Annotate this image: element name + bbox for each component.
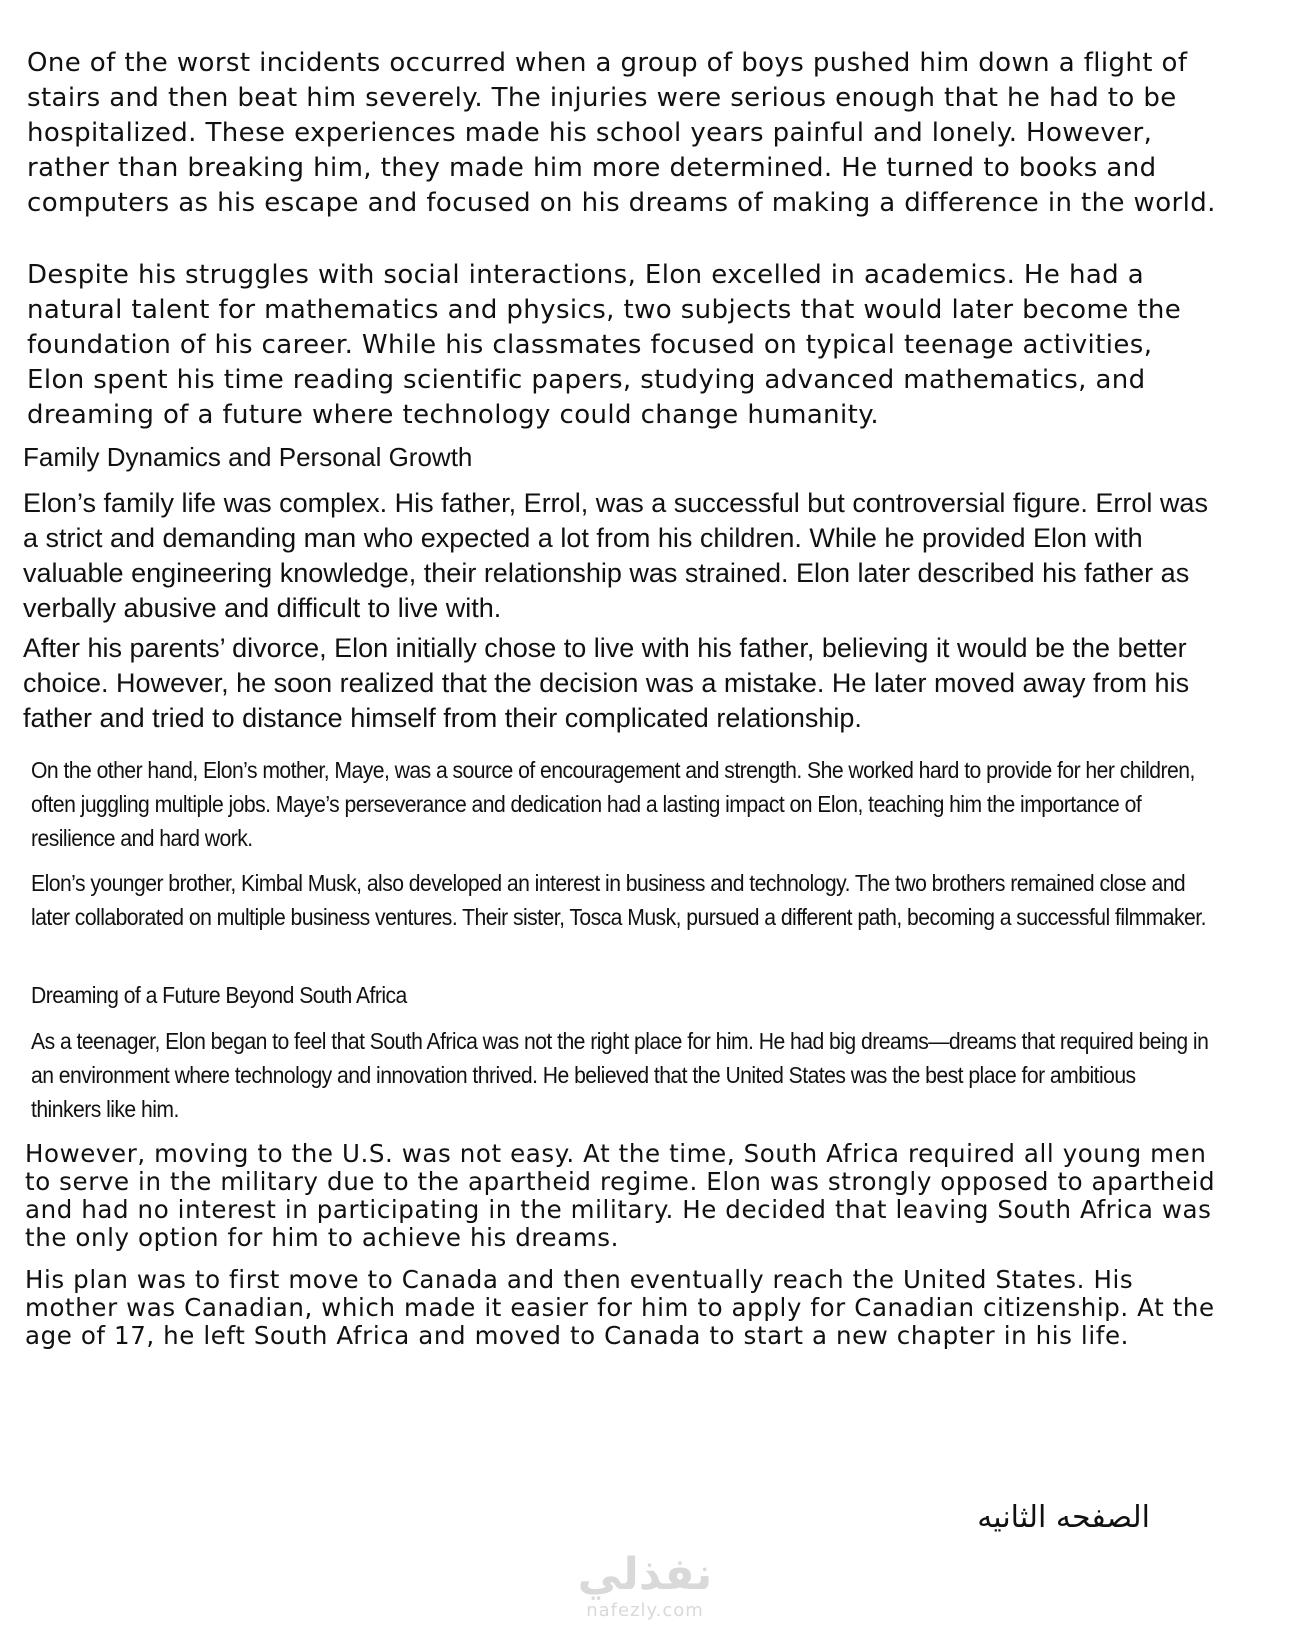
heading-family-dynamics: Family Dynamics and Personal Growth xyxy=(23,442,473,472)
watermark-url: nafezly.com xyxy=(586,1600,704,1621)
paragraph-academics: Despite his struggles with social interactions, Elon excelled in academics. He had a natural talent for mathematics and physics, two subjects that would later become the foundation of his career. While his classmates focused on typical teenage activities, Elon spent his time reading scientific papers, studying advanced mathematics, and dreaming of a future where technology could change humanity. xyxy=(27,260,1182,430)
watermark-arabic-logo: نفذلي xyxy=(577,1549,713,1600)
paragraph-teenager-dreams: As a teenager, Elon began to feel that South Africa was not the right place for him. He had big dreams—dreams that required being in an environment where technology and innovation thrived. He believed that the United States was the best place for ambitious thinkers like him. xyxy=(31,1028,1209,1122)
paragraph-move-to-canada: His plan was to first move to Canada and then eventually reach the United States. His mother was Canadian, which made it easier for him to apply for Canadian citizenship. At the age of 17, he left South Africa and moved to Canada to start a new chapter in his life. xyxy=(25,1265,1215,1350)
paragraph-military-apartheid: However, moving to the U.S. was not easy. At the time, South Africa required all young men to serve in the military due to the apartheid regime. Elon was strongly opposed to apartheid and had no interest in participating in the military. He decided that leaving South Africa was the only option for him to achieve his dreams. xyxy=(25,1139,1216,1252)
nafezly-watermark xyxy=(540,1550,750,1622)
page-number-label: الصفحه الثانيه xyxy=(977,1500,1150,1535)
paragraph-family-life: Elon’s family life was complex. His father, Errol, was a successful but controversial figure. Errol was a strict and demanding man who expected a lot from his children. While he provided Elon with valuable engineering knowledge, their relationship was strained. Elon later described his father as verbally abusive and difficult to live with. xyxy=(23,488,1208,623)
paragraph-mother-maye: On the other hand, Elon’s mother, Maye, was a source of encouragement and strength. She worked hard to provide for her children, often juggling multiple jobs. Maye’s perseverance and dedication had a lasting impact on Elon, teaching him the importance of resilience and hard work. xyxy=(31,757,1195,851)
paragraph-school-incidents: One of the worst incidents occurred when a group of boys pushed him down a flight of stairs and then beat him severely. The injuries were serious enough that he had to be hospitalized. These experiences made his school years painful and lonely. However, rather than breaking him, they made him more determined. He turned to books and computers as his escape and focused on his dreams of making a difference in the world. xyxy=(27,48,1216,218)
heading-dreaming-future: Dreaming of a Future Beyond South Africa xyxy=(31,982,407,1008)
paragraph-brother-kimbal: Elon’s younger brother, Kimbal Musk, also developed an interest in business and technology. The two brothers remained close and later collaborated on multiple business ventures. Their sister, Tosca Musk, pursued a different path, becoming a successful filmmaker. xyxy=(31,870,1206,930)
paragraph-parents-divorce: After his parents’ divorce, Elon initially chose to live with his father, believing it would be the better choice. However, he soon realized that the decision was a mistake. He later moved away from his father and tried to distance himself from their complicated relationship. xyxy=(23,633,1190,733)
